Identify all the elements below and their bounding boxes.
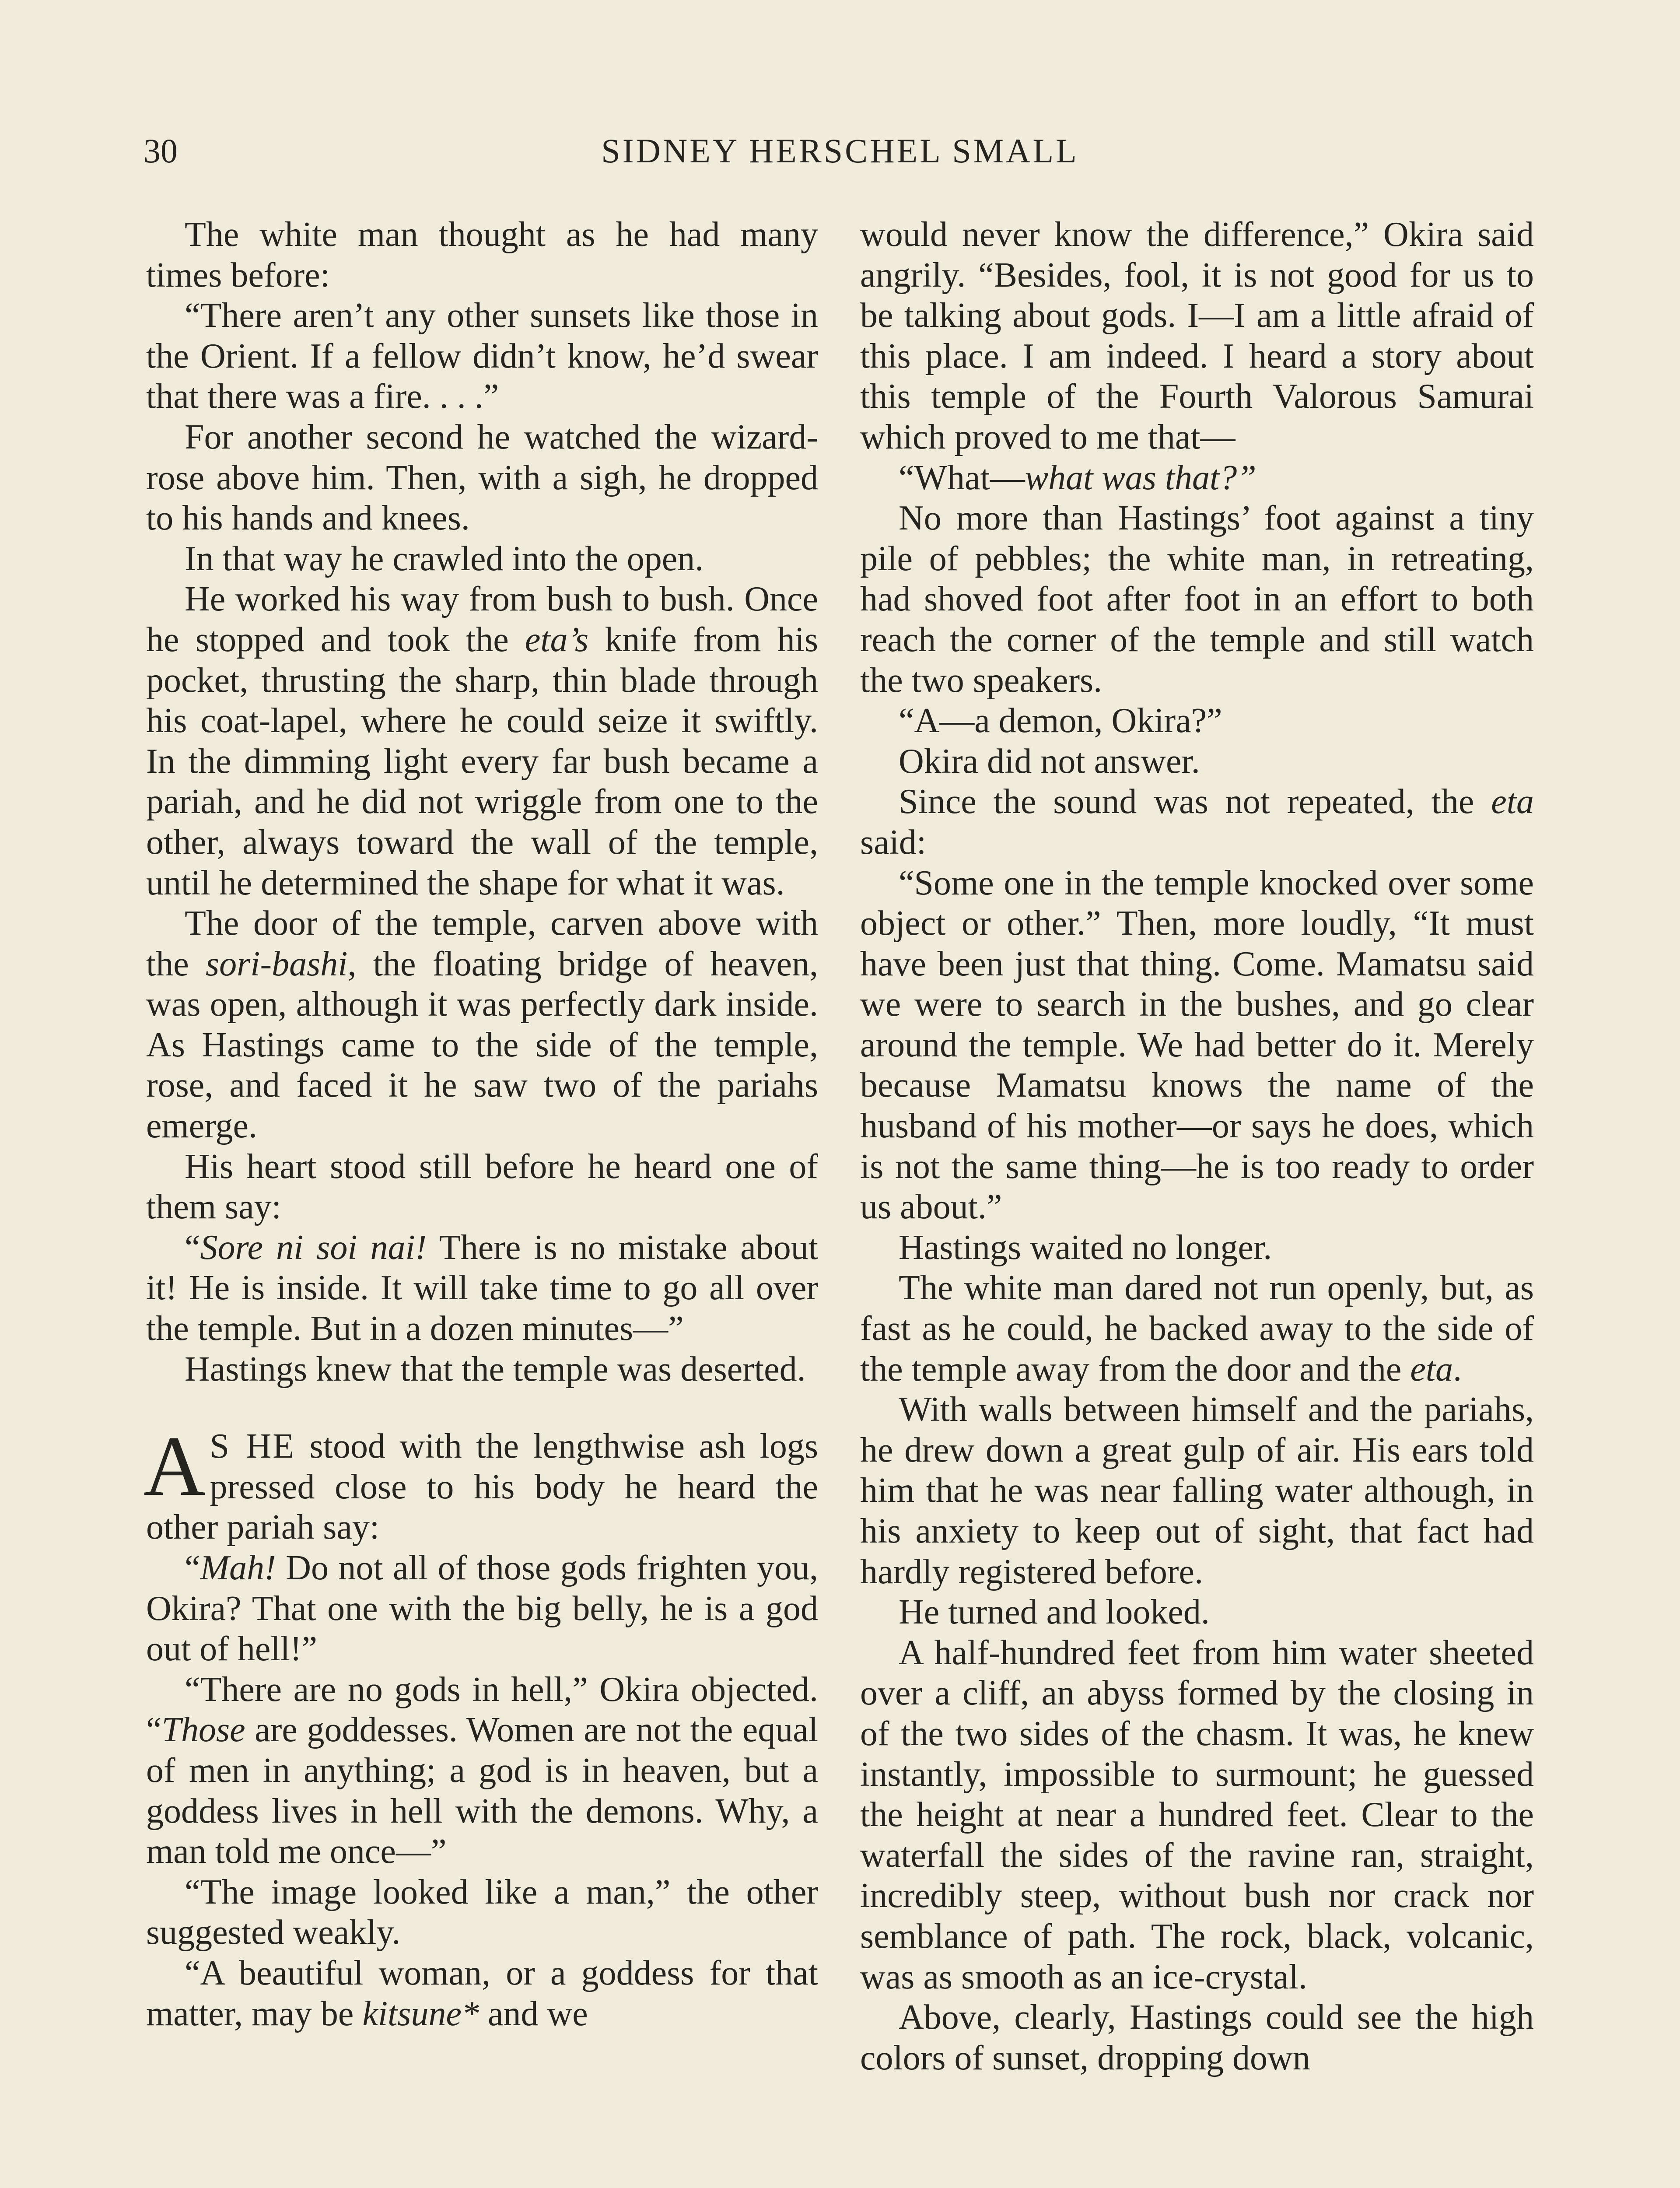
paragraph: “There aren’t any other sunsets like those in the Orient. If a fellow didn’t know, he’d swear that there was a fire. . . .” [146,296,818,416]
italic-word: eta’s [525,620,589,659]
text-run: “There are no gods in hell,” Okira objected. “ [146,1670,818,1750]
text-run: He worked his way from bush to bush. Once he stopped and took the [146,580,818,659]
text-run: . [1453,1350,1462,1389]
text-run: There is no mistake about it! He is inside. It will take time to go all over the temple. But in a dozen minutes—” [146,1228,819,1348]
paragraph: “The image looked like a man,” the other suggested weakly. [146,1872,818,1952]
text-run: The door of the temple, carven above with the [146,904,818,983]
section-opening-paragraph [144,1419,818,1548]
paragraph-continued: would never know the difference,” Okira said angrily. “Besides, fool, it is not good for us to be talking about gods. I—I am a little afraid of this place. I am indeed. I heard a story about this temple of the Fourth Valorous Samurai which proved to me that— [860,215,1534,456]
paragraph [146,1227,818,1349]
paragraph: “Some one in the temple knocked over some object or other.” Then, more loudly, “It must have been just that thing. Come. Mamatsu said we were to search in the bushes, and go clear around the temple. We had better do it. Merely because Mamatsu knows the name of the husband of his mother—or says he does, which is not the same thing—he is too ready to order us about.” [860,863,1534,1227]
text-run: knife from his pocket, thrusting the sharp, thin blade through his coat-lapel, where he could seize it swiftly. In the dimming light every far bush became a pariah, and he did not wriggle from one to the other, always toward the wall of the temple, until he determined the shape for what it was. [146,620,819,902]
text-run: “ [185,1549,200,1587]
paragraph: With walls between himself and the pariahs, he drew down a great gulp of air. His ears told him that he was near falling water although, in his anxiety to keep out of sight, that fact had hardly registered before. [860,1390,1534,1591]
paragraph: His heart stood still before he heard one of them say: [146,1147,818,1227]
paragraph: The white man thought as he had many times before: [146,215,818,295]
paragraph: Hastings knew that the temple was deserted. [185,1350,806,1389]
text-run: stood with the lengthwise ash logs pressed close to his body he heard the other pariah say: [146,1427,818,1547]
paragraph: For another second he watched the wizard-rose above him. Then, with a sigh, he dropped to his hands and knees. [146,417,818,538]
text-run: and we [479,1994,588,2033]
text-run: are goddesses. Women are not the equal of men in anything; a god is in heaven, but a goddess lives in hell with the demons. Why, a man told me once—” [146,1711,818,1871]
text-run: The white man dared not run openly, but, as fast as he could, he backed away to the side of the temple away from the door and the [860,1269,1534,1389]
italic-word: sori-bashi [206,944,348,983]
italic-word: Those [161,1711,245,1750]
paragraph [860,1268,1534,1389]
paragraph: In that way he crawled into the open. [185,539,704,578]
italic-word: eta [1491,782,1534,821]
paragraph [860,458,1534,498]
left-column [146,214,818,2034]
text-run: Since the sound was not repeated, the [899,782,1491,821]
text-run: Do not all of those gods frighten you, Okira? That one with the big belly, he is a god out of hell!” [146,1549,818,1669]
drop-cap: A [144,1419,206,1514]
page-number: 30 [144,132,178,170]
paragraph: Above, clearly, Hastings could see the high colors of sunset, dropping down [860,1998,1534,2077]
small-caps-run: S HE [210,1427,296,1466]
paragraph [146,903,818,1147]
paragraph: Hastings waited no longer. [899,1228,1272,1267]
text-run: “ [185,1228,200,1267]
paragraph: “A—a demon, Okira?” [899,701,1222,740]
paragraph: Okira did not answer. [899,742,1200,781]
running-head: SIDNEY HERSCHEL SMALL [601,132,1079,170]
italic-word: kitsune* [362,1994,479,2033]
paragraph: No more than Hastings’ foot against a tiny pile of pebbles; the white man, in retreating, had shoved foot after foot in an effort to both reach the corner of the temple and still watch the two speakers. [860,499,1534,700]
paragraph [146,1548,818,1669]
paragraph [146,1669,818,1872]
right-column [860,214,1534,2078]
paragraph [146,579,818,903]
italic-word: Sore ni soi nai! [200,1228,427,1267]
text-run: “A beautiful woman, or a goddess for that matter, may be [146,1953,818,2033]
paragraph: He turned and looked. [899,1593,1210,1632]
paragraph: A half-hundred feet from him water sheeted over a cliff, an abyss formed by the closing in of the two sides of the chasm. It was, he knew instantly, impossible to surmount; he guessed the height at near a hundred feet. Clear to the waterfall the sides of the ravine ran, straight, incredibly steep, without bush nor crack nor semblance of path. The rock, black, volcanic, was as smooth as an ice-crystal. [860,1633,1534,1996]
paragraph [860,782,1534,863]
paragraph [146,1953,818,2034]
text-run: “What— [899,458,1025,497]
text-run: said: [860,823,927,862]
text-run: , the floating bridge of heaven, was open, although it was perfectly dark inside. As Hastings came to the side of the temple, rose, and faced it he saw two of the pariahs emerge. [146,944,818,1146]
italic-word: Mah! [200,1549,276,1587]
italic-word: eta [1410,1350,1453,1389]
italic-word: what was that?” [1025,458,1256,497]
